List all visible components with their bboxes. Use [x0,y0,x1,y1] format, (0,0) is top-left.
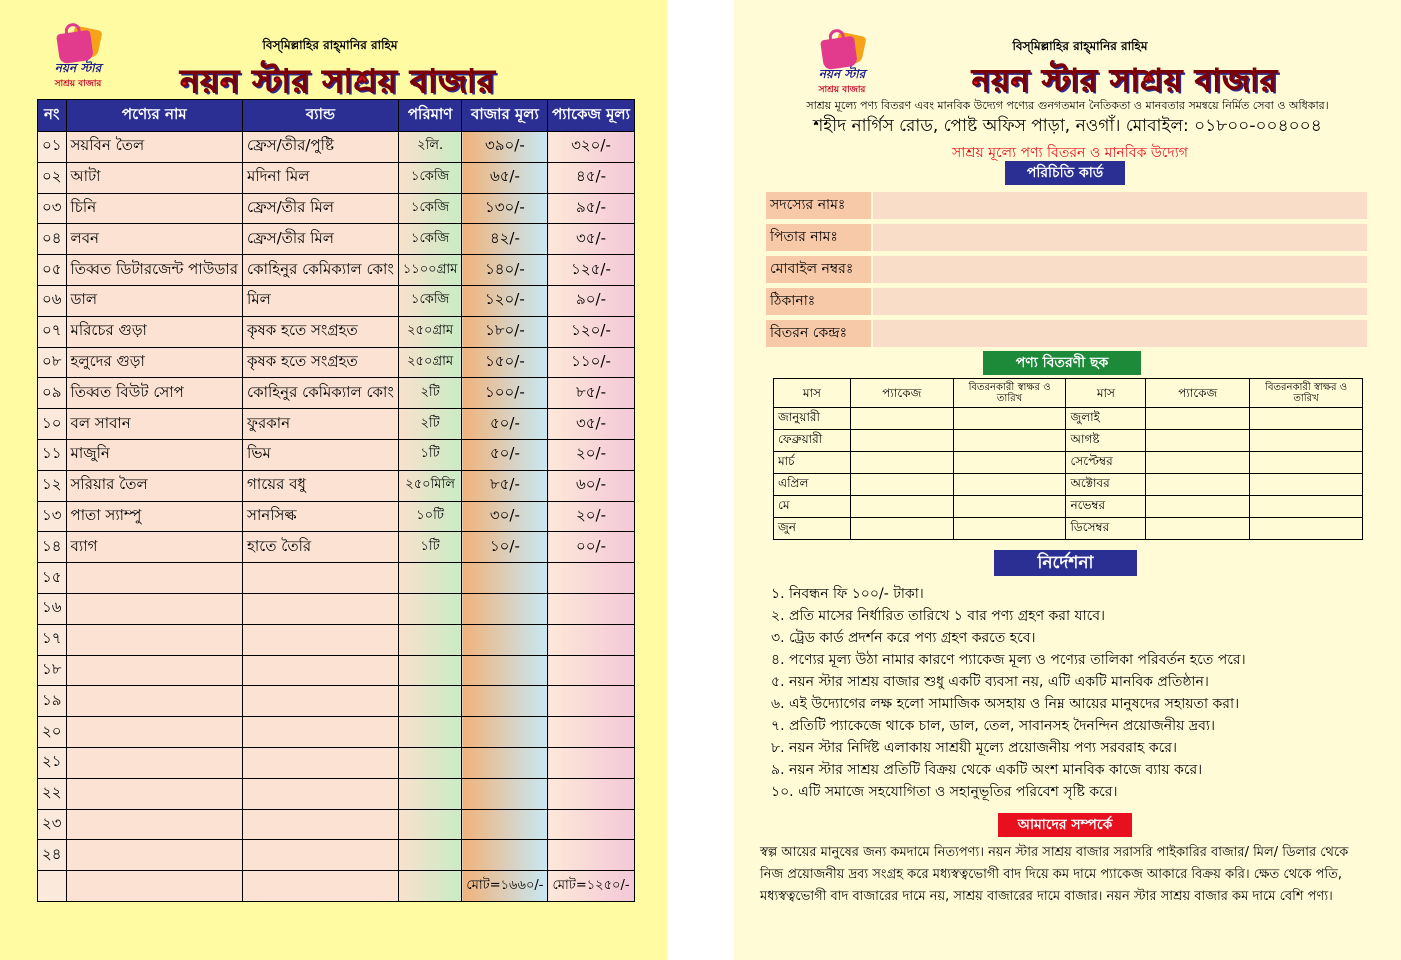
table-header [774,379,1363,408]
month-cell: অক্টোবর [1066,474,1146,496]
cell-package-price [548,655,634,686]
cell-market-price [462,747,548,778]
cell-quantity: ১টি [398,439,462,470]
field-member-name[interactable] [766,192,1367,219]
cell-no: ২১ [38,747,67,778]
cell-product-name [66,593,243,624]
cell-product-name: ব্যাগ [66,532,243,563]
table-row [38,224,635,255]
cell-market-price: ১৩০/- [462,193,548,224]
table-row [38,162,635,193]
col-header-month: মাস [1066,379,1146,408]
cell-package-price [548,840,634,871]
signature-cell[interactable] [1250,496,1363,518]
cell-package-price: ৯৫/- [548,193,634,224]
table-row [38,316,635,347]
package-cell[interactable] [1146,430,1250,452]
table-row [774,408,1363,430]
cell-market-price: ১৫০/- [462,347,548,378]
field-label: ঠিকানাঃ [766,288,871,315]
price-list-page [0,0,667,960]
cell-brand [243,624,399,655]
logo-subtext: সাশ্রয় বাজার [54,79,102,89]
table-row [38,532,635,563]
package-cell[interactable] [850,496,953,518]
signature-cell[interactable] [953,430,1066,452]
table-row [774,452,1363,474]
package-cell[interactable] [850,430,953,452]
bismillah: বিস্‌মিল্লাহির রাহ্‌মানির রাহিম [1012,39,1148,53]
cell-no: ১৪ [38,532,67,563]
cell-market-price: ১৮০/- [462,316,548,347]
cell-no: ০৬ [38,285,67,316]
col-header-no: নং [38,100,67,132]
package-cell[interactable] [1146,496,1250,518]
table-row [38,593,635,624]
col-header-signature: বিতরনকারী স্বাক্ষর ও তারিখ [1250,379,1363,408]
table-row [38,439,635,470]
field-address[interactable] [766,288,1367,315]
signature-cell[interactable] [953,452,1066,474]
cell-product-name: আটা [66,162,243,193]
cell-brand: ফ্রেস/তীর মিল [243,193,399,224]
cell-package-price [548,563,634,594]
table-row [38,655,635,686]
table-row [38,809,635,840]
cell-brand [243,840,399,871]
month-cell: নভেম্বর [1066,496,1146,518]
instruction-item: ৭. প্রতিটি প্যাকেজে থাকে চাল, ডাল, তেল, সাবানসহ দৈনন্দিন প্রয়োজনীয় দ্রব্য। [771,718,1215,734]
cell-quantity: ১কেজি [398,224,462,255]
cell-market-price [462,655,548,686]
cell-market-price [462,686,548,717]
cell-quantity [398,840,462,871]
table-row [38,686,635,717]
cell-brand: ফ্রেস/তীর মিল [243,224,399,255]
col-header-brand: ব্যান্ড [243,100,399,132]
about-badge: আমাদের সম্পর্কে [998,813,1132,837]
shop-logo [42,26,114,88]
cell-quantity: ২৫০মিলি [398,470,462,501]
cell-product-name [66,563,243,594]
package-cell[interactable] [1146,518,1250,540]
cell-product-name: হলুদের গুড়া [66,347,243,378]
package-cell[interactable] [1146,474,1250,496]
col-header-market-price: বাজার মূল্য [462,100,548,132]
instruction-item: ২. প্রতি মাসের নির্ধারিত তারিখে ১ বার পণ্য গ্রহণ করা যাবে। [771,608,1106,624]
instruction-item: ৩. ট্রেড কার্ড প্রদর্শন করে পণ্য গ্রহণ করতে হবে। [771,630,1036,646]
instruction-item: ১০. এটি সমাজে সহযোগিতা ও সহানুভূতির পরিবেশ সৃষ্টি করে। [771,784,1118,800]
shop-logo [806,32,878,94]
table-row [38,747,635,778]
cell-no: ১৩ [38,501,67,532]
instruction-item: ৪. পণ্যের মূল্য উঠা নামার কারণে প্যাকেজ মূল্য ও পণ্যের তালিকা পরিবর্তন হতে পরে। [771,652,1246,668]
cell-market-price [462,717,548,748]
cell-product-name: তিব্বত ডিটারজেন্ট পাউডার [66,255,243,286]
total-market-price: মোট=১৬৬০/- [462,871,548,902]
cell-brand: কোহিনুর কেমিক্যাল কোং [243,255,399,286]
cell-no: ১২ [38,470,67,501]
cell-quantity [398,747,462,778]
table-row [38,285,635,316]
table-row [38,193,635,224]
cell-quantity [398,686,462,717]
cell-no: ১৫ [38,563,67,594]
logo-text: নয়ন স্টার [818,67,866,81]
cell-product-name: বল সাবান [66,409,243,440]
signature-cell[interactable] [953,408,1066,430]
package-cell[interactable] [1146,408,1250,430]
cell-market-price: ৬৫/- [462,162,548,193]
cell-product-name [66,624,243,655]
month-cell: মার্চ [774,452,851,474]
cell-no: ০৮ [38,347,67,378]
cell-package-price: ২০/- [548,439,634,470]
address: শহীদ নার্গিস রোড, পোষ্ট অফিস পাড়া, নওগাঁ। মোবাইল: ০১৮০০-০০৪০০৪ [813,116,1322,136]
cell-brand: ফুরকান [243,409,399,440]
cell-product-name [66,747,243,778]
cell-no [38,871,67,902]
cell-quantity: ২টি [398,409,462,440]
cell-quantity [398,624,462,655]
cell-brand: মদিনা মিল [243,162,399,193]
logo-text: নয়ন স্টার [54,61,102,75]
table-row [38,470,635,501]
cell-no: ১১ [38,439,67,470]
field-label: মোবাইল নম্বরঃ [766,256,871,283]
signature-cell[interactable] [953,518,1066,540]
cell-brand [243,593,399,624]
cell-quantity: ১কেজি [398,162,462,193]
cell-market-price: ১২০/- [462,285,548,316]
cell-market-price [462,563,548,594]
instruction-item: ৮. নয়ন স্টার নির্দিষ্ট এলাকায় সাশ্রয়ী মূল্যে প্রয়োজনীয় পণ্য সরবরাহ করে। [771,740,1177,756]
table-row [38,563,635,594]
cell-brand: কোহিনুর কেমিক্যাল কোং [243,378,399,409]
table-row [38,347,635,378]
field-label: সদস্যের নামঃ [766,192,871,219]
bismillah: বিস্‌মিল্লাহির রাহ্‌মানির রাহিম [262,38,398,52]
col-header-signature: বিতরনকারী স্বাক্ষর ও তারিখ [953,379,1066,408]
table-row [774,430,1363,452]
package-cell[interactable] [850,474,953,496]
about-text: স্বল্প আয়ের মানুষের জন্য কমদামে নিত্যপণ্য। নয়ন স্টার সাশ্রয় বাজার সরাসরি পাইকারির বাজার/ মিল/ ডিলার থেকে নিজ প্রয়োজনীয় দ্রব্য সংগ্রহ করে মধ্যস্বত্বভোগী বাদ দিয়ে কম দামে প্যাকেজ আকারে বিক্রয় করি। ক্ষেত থেকে পতি, মধ্যস্বত্বভোগী বাদ বাজারের দামে নয়, সাশ্রয় বাজারের দামে বাজার। নয়ন স্টার সাশ্রয় বাজার কম দামে বেশি পণ্য। [760,845,1349,904]
cell-no: ২৪ [38,840,67,871]
cell-product-name: সরিয়ার তৈল [66,470,243,501]
cell-quantity: ২টি [398,378,462,409]
cell-no: ১০ [38,409,67,440]
table-row [38,840,635,871]
month-cell: আগষ্ট [1066,430,1146,452]
cell-no: ০৪ [38,224,67,255]
cell-package-price: ৯০/- [548,285,634,316]
cell-brand [243,655,399,686]
cell-brand [243,563,399,594]
field-father-name[interactable] [766,224,1367,251]
month-cell: জুলাই [1066,408,1146,430]
distribution-chart-badge: পণ্য বিতরণী ছক [983,351,1141,375]
shop-title: নয়ন স্টার সাশ্রয় বাজার [180,62,496,100]
cell-no: ০২ [38,162,67,193]
cell-no: ১৭ [38,624,67,655]
cell-package-price [548,624,634,655]
total-package-price: মোট=১২৫০/- [548,871,634,902]
signature-cell[interactable] [1250,452,1363,474]
instruction-item: ৫. নয়ন স্টার সাশ্রয় বাজার শুধু একটি ব্যবসা নয়, এটি একটি মানবিক প্রতিষ্ঠান। [771,674,1209,690]
id-card-badge: পরিচিতি কার্ড [1005,161,1125,185]
cell-no: ১৯ [38,686,67,717]
table-row [38,378,635,409]
package-cell[interactable] [850,452,953,474]
cell-brand: ফ্রেস/তীর/পুষ্টি [243,132,399,163]
cell-quantity: ২লি. [398,132,462,163]
cell-product-name: সয়বিন তৈল [66,132,243,163]
cell-quantity: ২৫০গ্রাম [398,316,462,347]
package-cell[interactable] [850,408,953,430]
cell-quantity [398,778,462,809]
cell-brand: গায়ের বধু [243,470,399,501]
table-header [38,100,635,132]
cell-market-price: ১০/- [462,532,548,563]
month-cell: মে [774,496,851,518]
cell-product-name: মাজুনি [66,439,243,470]
cell-market-price: ৩৯০/- [462,132,548,163]
cell-package-price: ৬০/- [548,470,634,501]
cell-package-price [548,686,634,717]
month-cell: ফেব্রুয়ারী [774,430,851,452]
cell-brand [243,686,399,717]
month-cell: ডিসেম্বর [1066,518,1146,540]
cell-quantity: ১১০০গ্রাম [398,255,462,286]
cell-quantity: ২৫০গ্রাম [398,347,462,378]
cell-no: ০৭ [38,316,67,347]
table-row [38,409,635,440]
cell-no: ১৮ [38,655,67,686]
signature-cell[interactable] [1250,474,1363,496]
cell-market-price: ৩০/- [462,501,548,532]
distribution-table [773,378,1363,540]
col-header-month: মাস [774,379,851,408]
slogan: সাশ্রয় মূল্যে পণ্য বিতরন ও মানবিক উদ্যেগ [952,145,1188,161]
table-row [38,255,635,286]
cell-package-price: ৩৫/- [548,224,634,255]
logo-subtext: সাশ্রয় বাজার [818,85,866,95]
package-cell[interactable] [850,518,953,540]
cell-market-price [462,778,548,809]
cell-market-price: ৫০/- [462,409,548,440]
cell-product-name: তিব্বত বিউট সোপ [66,378,243,409]
col-header-package: প্যাকেজ [850,379,953,408]
signature-cell[interactable] [1250,430,1363,452]
cell-no: ২৩ [38,809,67,840]
table-row [38,624,635,655]
product-table [37,99,635,902]
instructions-badge: নির্দেশনা [994,550,1137,576]
cell-market-price [462,809,548,840]
cell-product-name [66,871,243,902]
field-distribution-center[interactable] [766,320,1367,347]
cell-quantity [398,655,462,686]
table-row [774,518,1363,540]
table-row [38,132,635,163]
cell-quantity: ১০টি [398,501,462,532]
cell-package-price: ১২০/- [548,316,634,347]
cell-product-name: চিনি [66,193,243,224]
cell-package-price: ৪৫/- [548,162,634,193]
cell-no: ১৬ [38,593,67,624]
signature-cell[interactable] [1250,408,1363,430]
cell-package-price: ২০/- [548,501,634,532]
cell-product-name [66,655,243,686]
cell-product-name [66,686,243,717]
cell-brand [243,871,399,902]
table-row [38,778,635,809]
cell-product-name: লবন [66,224,243,255]
cell-brand [243,809,399,840]
cell-market-price [462,840,548,871]
cell-brand [243,717,399,748]
instructions-list [771,583,1361,803]
cell-brand: হাতে তৈরি [243,532,399,563]
cell-market-price: ১০০/- [462,378,548,409]
cell-market-price: ১৪০/- [462,255,548,286]
cell-product-name: ডাল [66,285,243,316]
cell-quantity [398,563,462,594]
col-header-package: প্যাকেজ [1146,379,1250,408]
cell-no: ০১ [38,132,67,163]
cell-package-price: ০০/- [548,532,634,563]
col-header-qty: পরিমাণ [398,100,462,132]
instruction-item: ১. নিবন্ধন ফি ১০০/- টাকা। [771,586,924,602]
cell-market-price: ৮৫/- [462,470,548,501]
cell-brand: কৃষক হতে সংগ্রহত [243,316,399,347]
cell-brand: ভিম [243,439,399,470]
cell-product-name [66,840,243,871]
table-row [38,717,635,748]
cell-quantity [398,717,462,748]
table-row [38,501,635,532]
cell-product-name [66,717,243,748]
cell-brand: সানসিল্ক [243,501,399,532]
cell-brand: কৃষক হতে সংগ্রহত [243,347,399,378]
field-mobile[interactable] [766,256,1367,283]
cell-package-price: ৮৫/- [548,378,634,409]
col-header-name: পণ্যের নাম [66,100,243,132]
cell-package-price [548,747,634,778]
instruction-item: ৬. এই উদ্যোগের লক্ষ হলো সামাজিক অসহায় ও নিম্ন আয়ের মানুষদের সহায়তা করা। [771,696,1240,712]
cell-product-name: মরিচের গুড়া [66,316,243,347]
cell-no: ২০ [38,717,67,748]
cell-quantity [398,809,462,840]
cell-package-price: ৩৫/- [548,409,634,440]
cell-package-price [548,809,634,840]
cell-package-price [548,717,634,748]
package-cell[interactable] [1146,452,1250,474]
month-cell: সেপ্টেম্বর [1066,452,1146,474]
cell-product-name [66,778,243,809]
cell-brand [243,778,399,809]
cell-no: ০৯ [38,378,67,409]
signature-cell[interactable] [1250,518,1363,540]
cell-brand [243,747,399,778]
table-row [774,496,1363,518]
cell-package-price: ৩২০/- [548,132,634,163]
cell-package-price: ১২৫/- [548,255,634,286]
instruction-item: ৯. নয়ন স্টার সাশ্রয় প্রতিটি বিক্রয় থেকে একটি অংশ মানবিক কাজে ব্যায় করে। [771,762,1203,778]
cell-package-price: ১১০/- [548,347,634,378]
cell-product-name [66,809,243,840]
cell-market-price: ৫০/- [462,439,548,470]
table-row [774,474,1363,496]
cell-no: ২২ [38,778,67,809]
cell-brand: মিল [243,285,399,316]
cell-market-price [462,624,548,655]
signature-cell[interactable] [953,474,1066,496]
month-cell: এপ্রিল [774,474,851,496]
cell-quantity [398,871,462,902]
field-label: বিতরন কেন্দ্রঃ [766,320,871,347]
shop-title: নয়ন স্টার সাশ্রয় বাজার [971,63,1279,99]
total-row [38,871,635,902]
month-cell: জানুয়ারী [774,408,851,430]
month-cell: জুন [774,518,851,540]
cell-no: ০৩ [38,193,67,224]
cell-quantity: ১কেজি [398,285,462,316]
cell-market-price [462,593,548,624]
cell-package-price [548,778,634,809]
cell-no: ০৫ [38,255,67,286]
cell-quantity [398,593,462,624]
cell-package-price [548,593,634,624]
tagline: সাশ্রয় মূল্যে পণ্য বিতরণ এবং মানবিক উদ্যেগ পণ্যের গুনগতমান নৈতিকতা ও মানবতার সমন্বয়ে নির্মিত সেবা ও অধিকার। [806,99,1329,112]
cell-quantity: ১কেজি [398,193,462,224]
signature-cell[interactable] [953,496,1066,518]
cell-quantity: ১টি [398,532,462,563]
cell-product-name: পাতা স্যাম্পু [66,501,243,532]
col-header-package-price: প্যাকেজ মূল্য [548,100,634,132]
field-label: পিতার নামঃ [766,224,871,251]
cell-market-price: ৪২/- [462,224,548,255]
